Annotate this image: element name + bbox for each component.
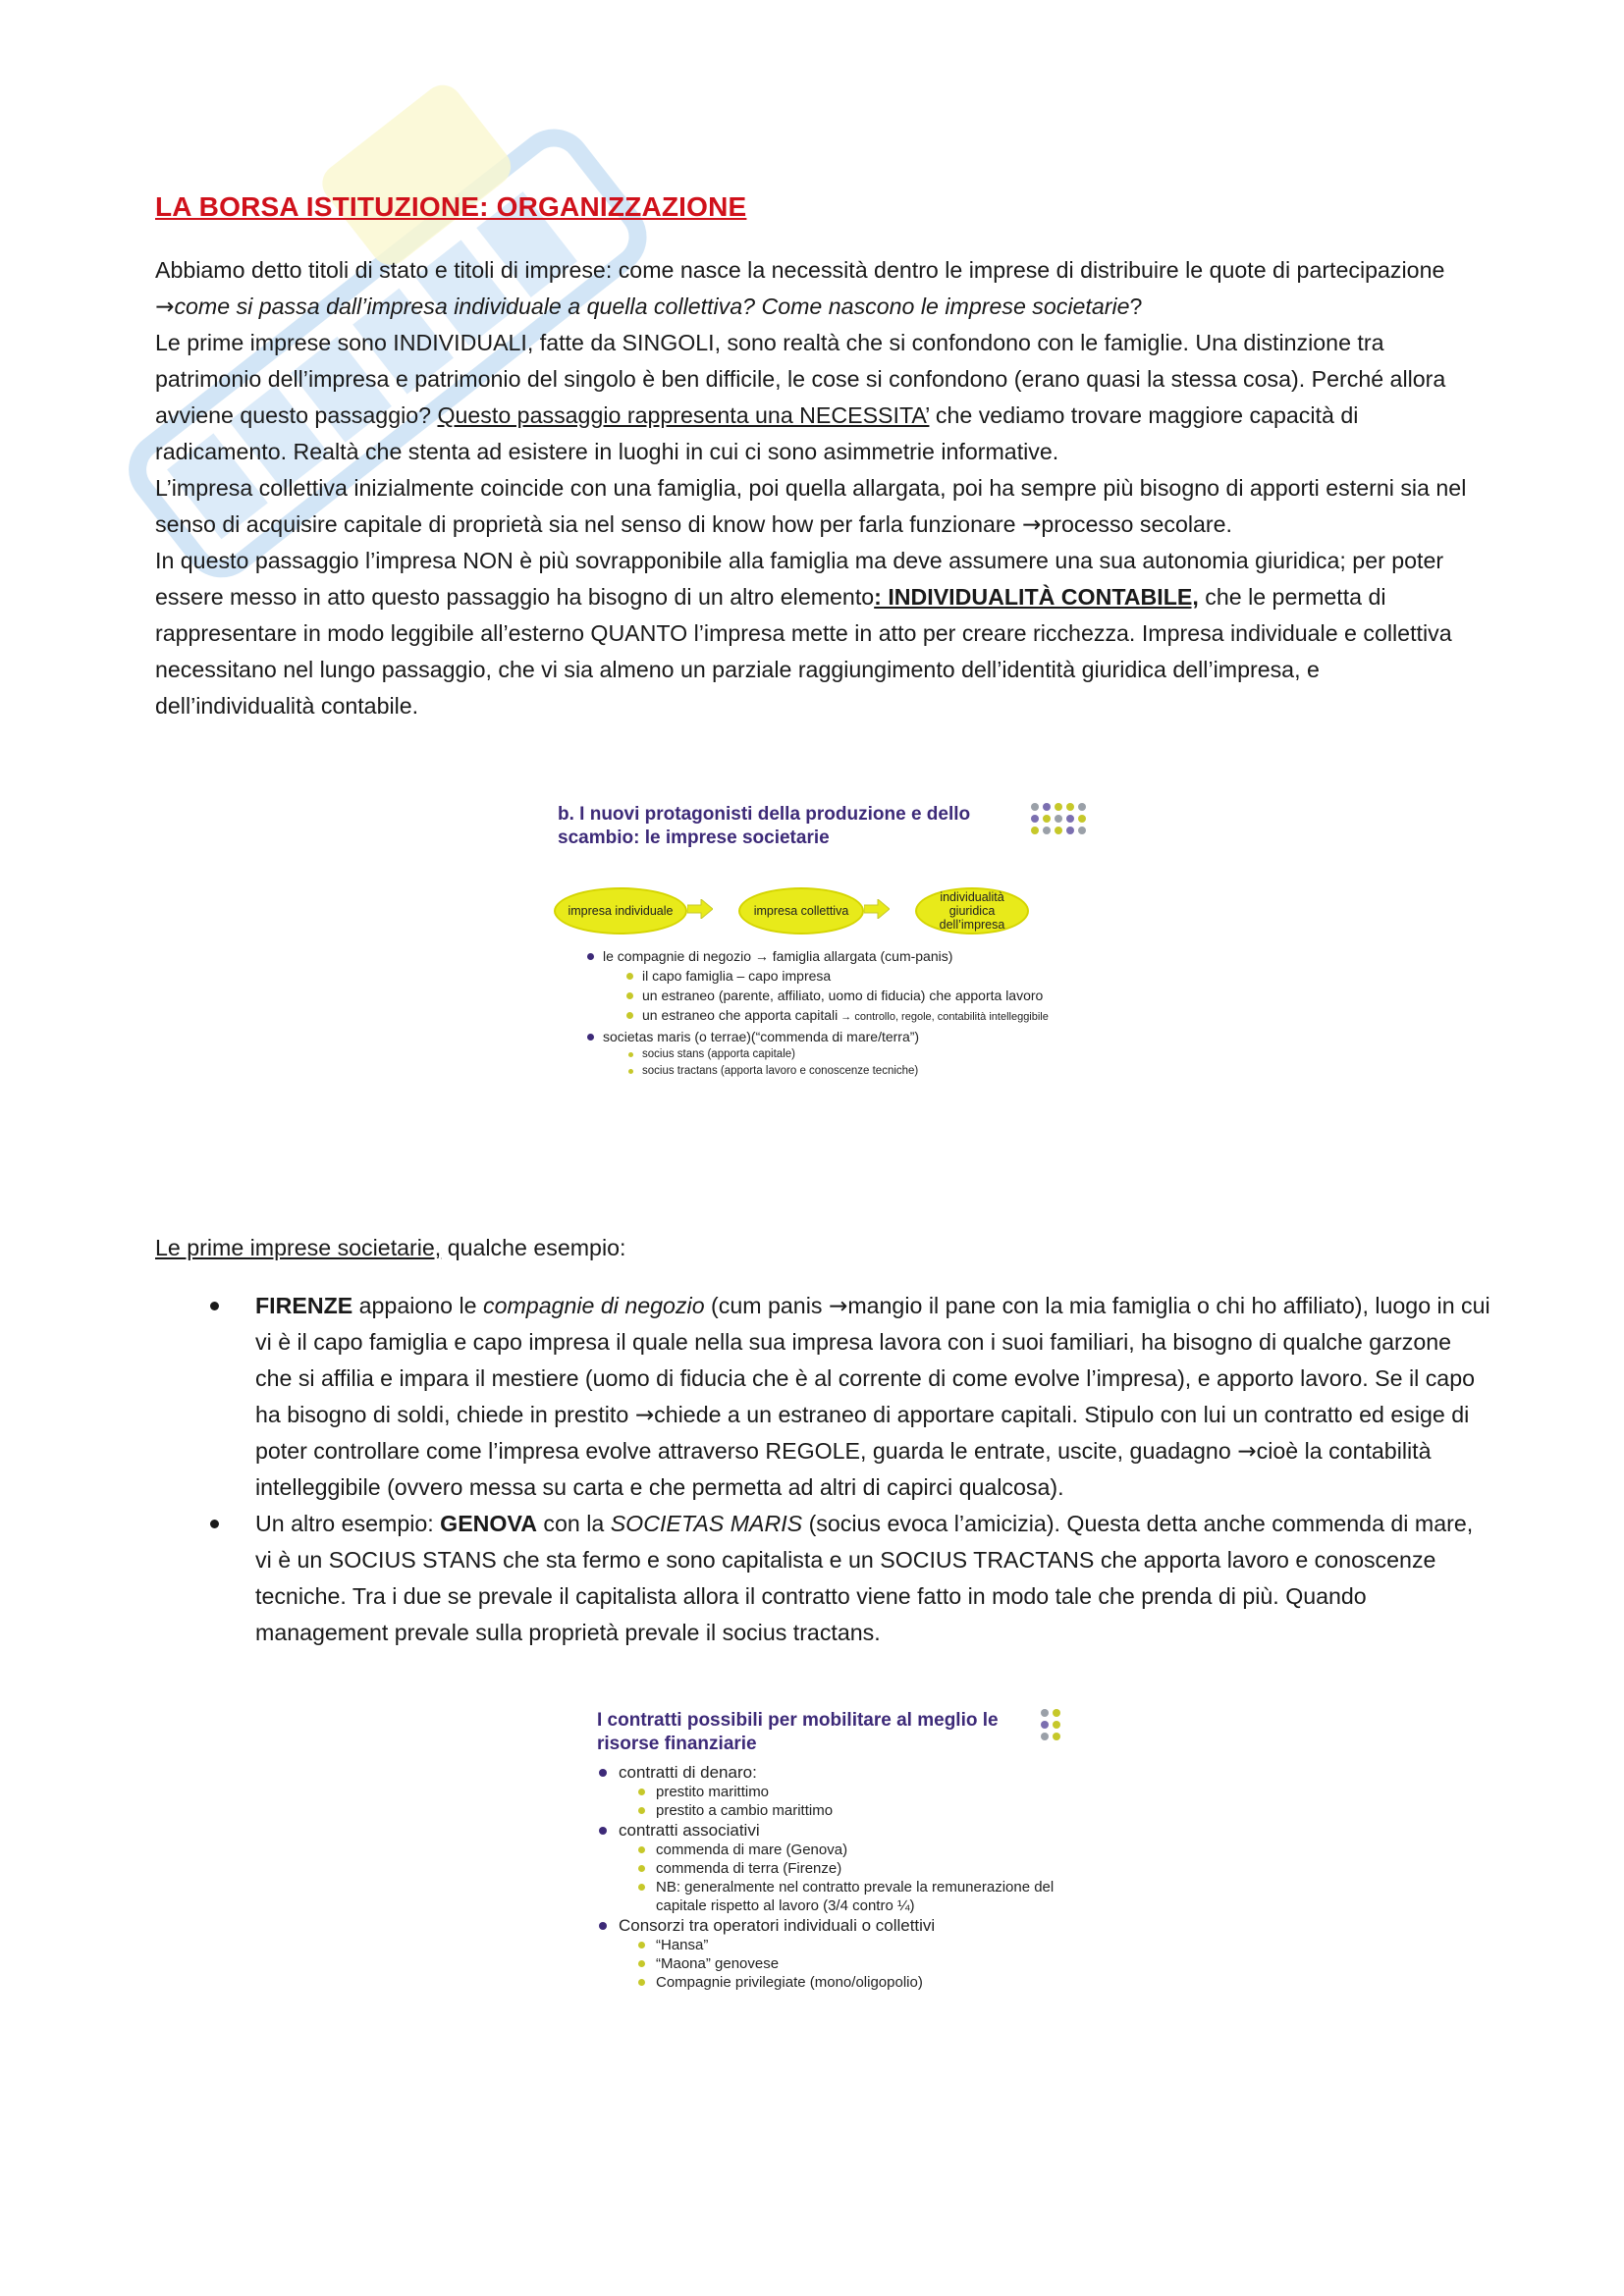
slide2-subbullet: prestito marittimo <box>589 1783 1080 1801</box>
slide2-subbullet: commenda di terra (Firenze) <box>589 1859 1080 1878</box>
item1-t3: mangio il pane con la mia famiglia o chi ho affiliato), luogo in cui vi è il capo famiglia e capo impresa il quale nella sua impresa lavora con i suoi familiari, ha bisogno di qualche garzone che si affilia e impara il mestiere (uomo di fiducia che è al corrente di come evolve l’impresa), e apporto lavoro. Se il capo ha bisogno di soldi, chiede in prestito <box>255 1293 1490 1427</box>
intro-p4b: che le permetta di rappresentare in modo leggibile all’esterno QUANTO l’impresa mette in atto per creare ricchezza. Impresa individuale e collettiva necessitano nel lungo passaggio, che vi sia almeno un parziale raggiungimento dell’identità giuridica dell’impresa, e dell’individualità contabile. <box>155 584 1452 719</box>
slide2-bullet: contratti associativi <box>589 1820 1080 1841</box>
slide1-title: b. I nuovi protagonisti della produzione e dello scambio: le imprese societarie <box>558 804 971 848</box>
page-title: LA BORSA ISTITUZIONE: ORGANIZZAZIONE <box>155 191 747 222</box>
list-item-firenze <box>155 1288 1490 1506</box>
slide1-subbullet: un estraneo (parente, affiliato, uomo di fiducia) che apporta lavoro <box>550 986 1080 1005</box>
slide1-dots-icon <box>1031 803 1086 834</box>
item1-italic: compagnie di negozio <box>483 1293 705 1318</box>
slide-image-2 <box>589 1701 1080 2064</box>
slide2-subbullet: “Maona” genovese <box>589 1954 1080 1973</box>
item1-t1: appaiono le <box>352 1293 483 1318</box>
item2-t3: (socius evoca l’amicizia). Questa detta anche commenda di mare, vi è un SOCIUS STANS che sta fermo e sono capitalista e un SOCIUS TRACTANS che apporta lavoro e conoscenze tecniche. Tra i due se prevale il capitalista allora il contratto viene fatto in modo tale che prenda di più. Quando management prevale sulla proprietà prevale il socius tractans. <box>255 1511 1474 1645</box>
item1-t5: cioè la contabilità intelleggibile (ovvero messa su carta e che permetta ad altri di capirci qualcosa). <box>255 1438 1432 1500</box>
slide1-bullets <box>550 946 1080 1080</box>
slide2-subbullet: prestito a cambio marittimo <box>589 1801 1080 1820</box>
slide1-bullet: societas maris (o terrae)(“commenda di mare/terra”) <box>550 1027 1080 1046</box>
intro-p3b: processo secolare. <box>1041 511 1232 537</box>
item2-bold: GENOVA <box>440 1511 537 1536</box>
examples-heading-rest: qualche esempio: <box>441 1235 626 1260</box>
slide-image-1 <box>550 793 1080 1148</box>
flow-diagram <box>550 887 1080 936</box>
arrow-icon: → <box>634 1402 655 1428</box>
arrow-icon: → <box>155 294 175 320</box>
slide2-subbullet: “Hansa” <box>589 1936 1080 1954</box>
arrow-icon: → <box>1237 1438 1257 1465</box>
slide2-bullets <box>589 1762 1080 1992</box>
slide1-subbullet <box>550 1005 1080 1027</box>
examples-heading-underlined: Le prime imprese societarie, <box>155 1235 442 1260</box>
examples-list <box>155 1288 1490 1651</box>
slide2-bullet: Consorzi tra operatori individuali o collettivi <box>589 1915 1080 1936</box>
slide1-subbullet: socius tractans (apporta lavoro e conoscenze tecniche) <box>550 1063 1080 1080</box>
intro-p2-underlined: Questo passaggio rappresenta una NECESSITA’ <box>437 402 930 428</box>
intro-p3a: L’impresa collettiva inizialmente coincide con una famiglia, poi quella allargata, poi ha sempre più bisogno di apporti esterni sia nel senso di acquisire capitale di proprietà sia nel senso di know how per farla funzionare <box>155 475 1467 537</box>
intro-p4-bold-underlined: : INDIVIDUALITÀ CONTABILE, <box>874 584 1199 610</box>
item1-t2: (cum panis <box>704 1293 829 1318</box>
slide1-bullet: le compagnie di negozio → famiglia allargata (cum-panis) <box>550 946 1080 966</box>
oval-impresa-individuale: impresa individuale <box>554 887 687 934</box>
arrow-icon: → <box>828 1293 848 1319</box>
intro-p4a: In questo passaggio l’impresa NON è più sovrapponibile alla famiglia ma deve assumere una sua autonomia giuridica; per poter essere messo in atto questo passaggio ha bisogno di un altro elemento <box>155 548 1444 610</box>
slide1-subbullet: il capo famiglia – capo impresa <box>550 966 1080 986</box>
oval-individualita-giuridica: individualità giuridica dell’impresa <box>915 887 1029 934</box>
examples-section <box>155 1230 1490 1651</box>
document-page <box>155 191 1481 724</box>
item2-t2: con la <box>536 1511 611 1536</box>
slide1-subbullet-text: un estraneo che apporta capitali <box>642 1007 839 1023</box>
examples-heading <box>155 1230 1490 1266</box>
slide2-subbullet: NB: generalmente nel contratto prevale la remunerazione del capitale rispetto al lavoro (3/4 contro ¼) <box>589 1878 1080 1915</box>
slide1-subbullet: socius stans (apporta capitale) <box>550 1046 1080 1063</box>
arrow-icon: → <box>1021 511 1042 538</box>
intro-p2b: che vediamo trovare maggiore capacità di radicamento. Realtà che stenta ad esistere in luoghi in cui ci sono asimmetrie informative. <box>155 402 1359 464</box>
slide2-dots-icon <box>1041 1709 1060 1740</box>
slide2-subbullet: Compagnie privilegiate (mono/oligopolio) <box>589 1973 1080 1992</box>
flow-arrow-icon <box>687 899 713 919</box>
intro-p1a: Abbiamo detto titoli di stato e titoli di imprese: come nasce la necessità dentro le imprese di distribuire le quote di partecipazione <box>155 257 1445 283</box>
oval-impresa-collettiva: impresa collettiva <box>738 887 864 934</box>
item2-italic: SOCIETAS MARIS <box>610 1511 803 1536</box>
list-item-genova <box>155 1506 1490 1651</box>
slide1-subbullet-small: → controllo, regole, contabilità intelleggibile <box>838 1011 1049 1023</box>
intro-text <box>155 252 1481 724</box>
slide2-bullet: contratti di denaro: <box>589 1762 1080 1783</box>
item2-t1: Un altro esempio: <box>255 1511 441 1536</box>
intro-p1b: come si passa dall’impresa individuale a quella collettiva? Come nascono le imprese societarie <box>174 294 1130 319</box>
item1-t4: chiede a un estraneo di apportare capitali. Stipulo con lui un contratto ed esige di poter controllare come l’impresa evolve attraverso REGOLE, guarda le entrate, uscite, guadagno <box>255 1402 1470 1464</box>
slide2-title: I contratti possibili per mobilitare al meglio le risorse finanziarie <box>597 1710 999 1754</box>
item1-bold: FIRENZE <box>255 1293 353 1318</box>
intro-p1c: ? <box>1129 294 1143 319</box>
slide2-subbullet: commenda di mare (Genova) <box>589 1841 1080 1859</box>
intro-p2: Le prime imprese sono INDIVIDUALI, fatte da SINGOLI, sono realtà che si confondono con le famiglie. Una distinzione tra patrimonio dell’impresa e patrimonio del singolo è ben difficile, le cose si confondono (erano quasi la stessa cosa). Perché allora avviene questo passaggio? <box>155 330 1446 428</box>
flow-arrow-icon <box>864 899 890 919</box>
